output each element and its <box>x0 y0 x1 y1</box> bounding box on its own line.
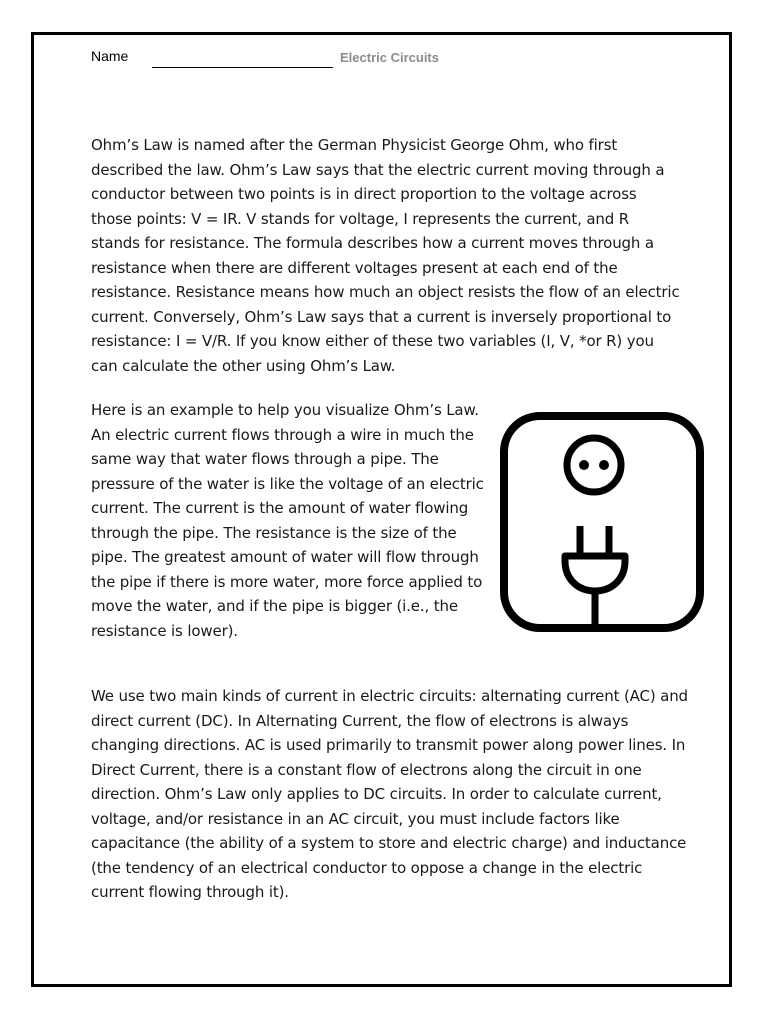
name-label: Name <box>91 48 129 64</box>
socket-face <box>567 438 621 492</box>
worksheet-title: Electric Circuits <box>340 50 439 65</box>
plug-body <box>565 556 625 591</box>
socket-hole-left <box>579 460 589 470</box>
socket-hole-right <box>599 460 609 470</box>
paragraph-water-analogy: Here is an example to help you visualize Ohm’s Law. An electric current flows through a wire in much the same way that water flows through a pipe. The pressure of the water is like the voltage of an electric current. The current is the amount of water flowing through the pipe. The resistance is the size of the pipe. The greatest amount of water will flow through the pipe if there is more water, more force applied to move the water, and if the pipe is bigger (i.e., the resistance is lower). <box>91 401 484 640</box>
paragraph-ohms-law: Ohm’s Law is named after the German Physicist George Ohm, who first described the law. Ohm’s Law says that the electric current moving through a conductor between two points is in direct proportion to the voltage across those points: V = IR. V stands for voltage, I represents the current, and R stands for resistance. The formula describes how a current moves through a resistance when there are different voltages present at each end of the resistance. Resistance means how much an object resists the flow of an electric current. Conversely, Ohm’s Law says that a current is inversely proportional to resistance: I = V/R. If you know either of these two variables (I, V, *or R) you can calculate the other using Ohm’s Law. <box>91 136 680 375</box>
socket-and-plug-icon <box>499 411 705 633</box>
socket-frame <box>504 416 700 628</box>
worksheet-header <box>91 48 491 70</box>
name-blank-line <box>152 67 333 68</box>
paragraph-ac-dc: We use two main kinds of current in electric circuits: alternating current (AC) and direct current (DC). In Alternating Current, the flow of electrons is always changing directions. AC is used primarily to transmit power along power lines. In Direct Current, there is a constant flow of electrons along the circuit in one direction. Ohm’s Law only applies to DC circuits. In order to calculate current, voltage, and/or resistance in an AC circuit, you must include factors like capacitance (the ability of a system to store and electric charge) and inductance (the tendency of an electrical conductor to oppose a change in the electric current flowing through it). <box>91 687 688 901</box>
